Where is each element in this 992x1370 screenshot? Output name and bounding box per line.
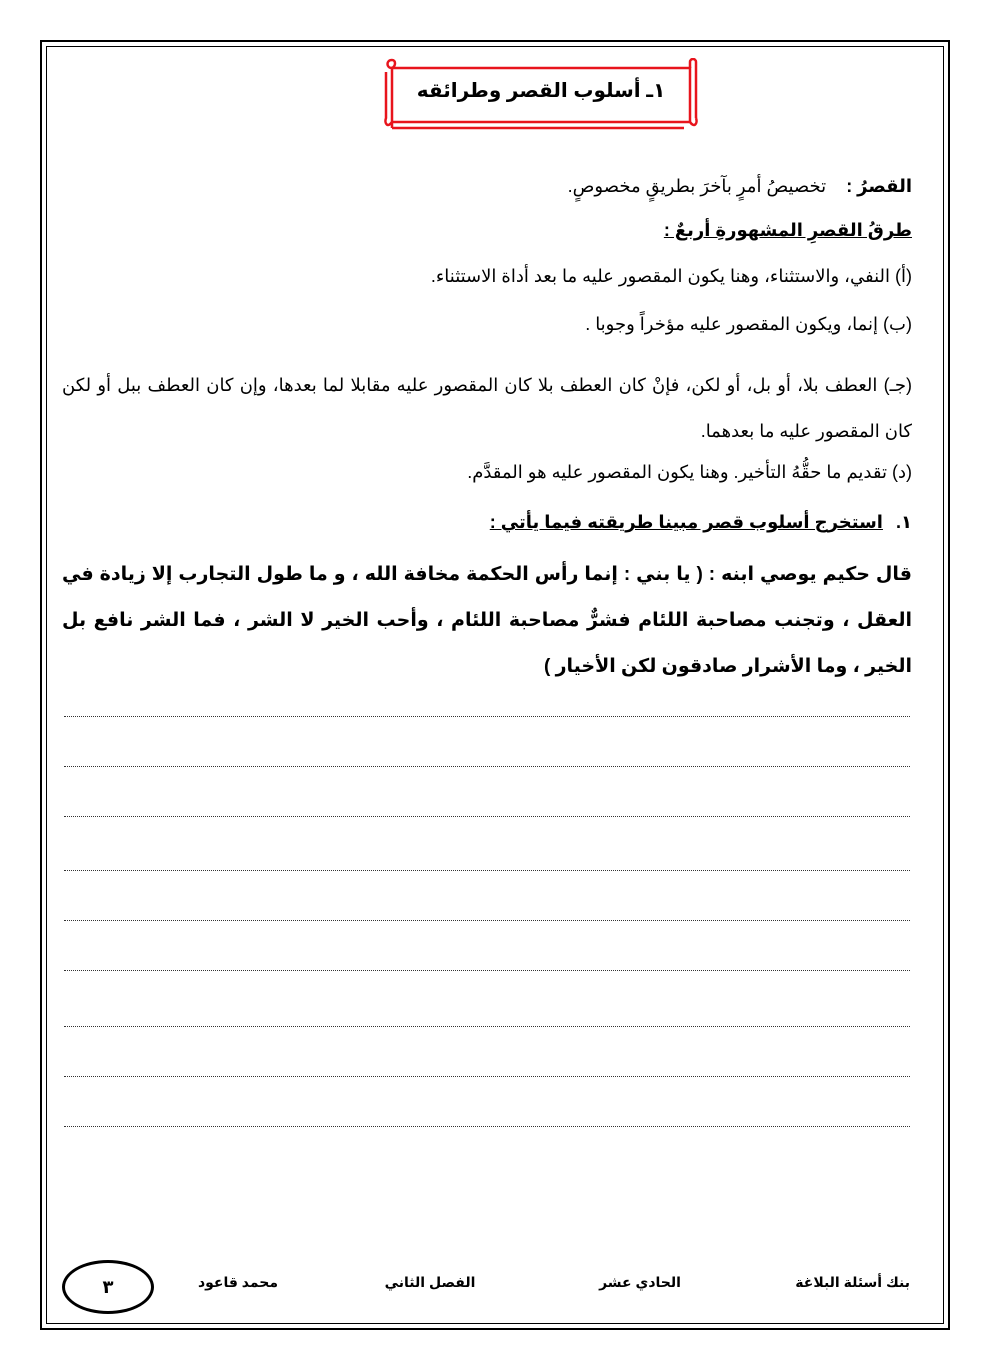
footer-bank-title: بنك أسئلة البلاغة: [795, 1274, 910, 1290]
answer-line[interactable]: [64, 870, 910, 871]
page-number-badge: [62, 1260, 154, 1314]
answer-line[interactable]: [64, 970, 910, 971]
answer-line[interactable]: [64, 1076, 910, 1077]
footer-term: الفصل الثاني: [384, 1274, 476, 1290]
answer-line[interactable]: [64, 1126, 910, 1127]
exercise-passage: قال حكيم يوصي ابنه : ( يا بني : إنما رأس الحكمة مخافة الله ، و ما طول التجارب إلا زيادة في العقل ، وتجنب مصاحبة اللئام فشرٌّ مصاحبة اللئام ، وأحب الخير لا الشر ، فما الشر نافع بل الخير ، وما الأشرار صادقون لكن الأخيار ): [62, 564, 912, 677]
way-item-b: (ب) إنما، ويكون المقصور عليه مؤخراً وجوبا .: [585, 314, 912, 334]
title-scroll-banner: [384, 58, 698, 130]
exercise-instruction: استخرج أسلوب قصر مبينا طريقته فيما يأتي :: [489, 512, 883, 532]
answer-line[interactable]: [64, 816, 910, 817]
answer-line[interactable]: [64, 766, 910, 767]
exercise-number: ١.: [895, 512, 912, 532]
page-title: ١ـ أسلوب القصر وطرائقه: [416, 80, 666, 102]
answer-line[interactable]: [64, 716, 910, 717]
definition: [62, 176, 912, 198]
ways-heading: طرقُ القصرِ المشهورةِ أربعٌ :: [663, 220, 912, 240]
page-number: ٣: [102, 1276, 114, 1297]
answer-line[interactable]: [64, 1026, 910, 1027]
definition-text: تخصيصُ أمرٍ بآخرَ بطريقٍ مخصوصٍ.: [567, 176, 827, 196]
exercise-heading: [62, 512, 912, 534]
way-item-d: (د) تقديم ما حقُّهُ التأخير. وهنا يكون المقصور عليه هو المقدَّم.: [467, 462, 912, 482]
way-item-a: (أ) النفي، والاستثناء، وهنا يكون المقصور عليه ما بعد أداة الاستثناء.: [430, 266, 912, 286]
definition-label: القصرُ :: [846, 176, 912, 196]
way-item-c: (جـ) العطف بلا، أو بل، أو لكن، فإنْ كان العطف بلا كان المقصور عليه مقابلا لما بعدها، وإن كان العطف ببل أو لكن كان المقصور عليه ما بعدهما.: [62, 375, 912, 441]
footer-grade: الحادي عشر: [599, 1274, 681, 1290]
answer-line[interactable]: [64, 920, 910, 921]
footer-author: محمد قاعود: [197, 1274, 279, 1290]
